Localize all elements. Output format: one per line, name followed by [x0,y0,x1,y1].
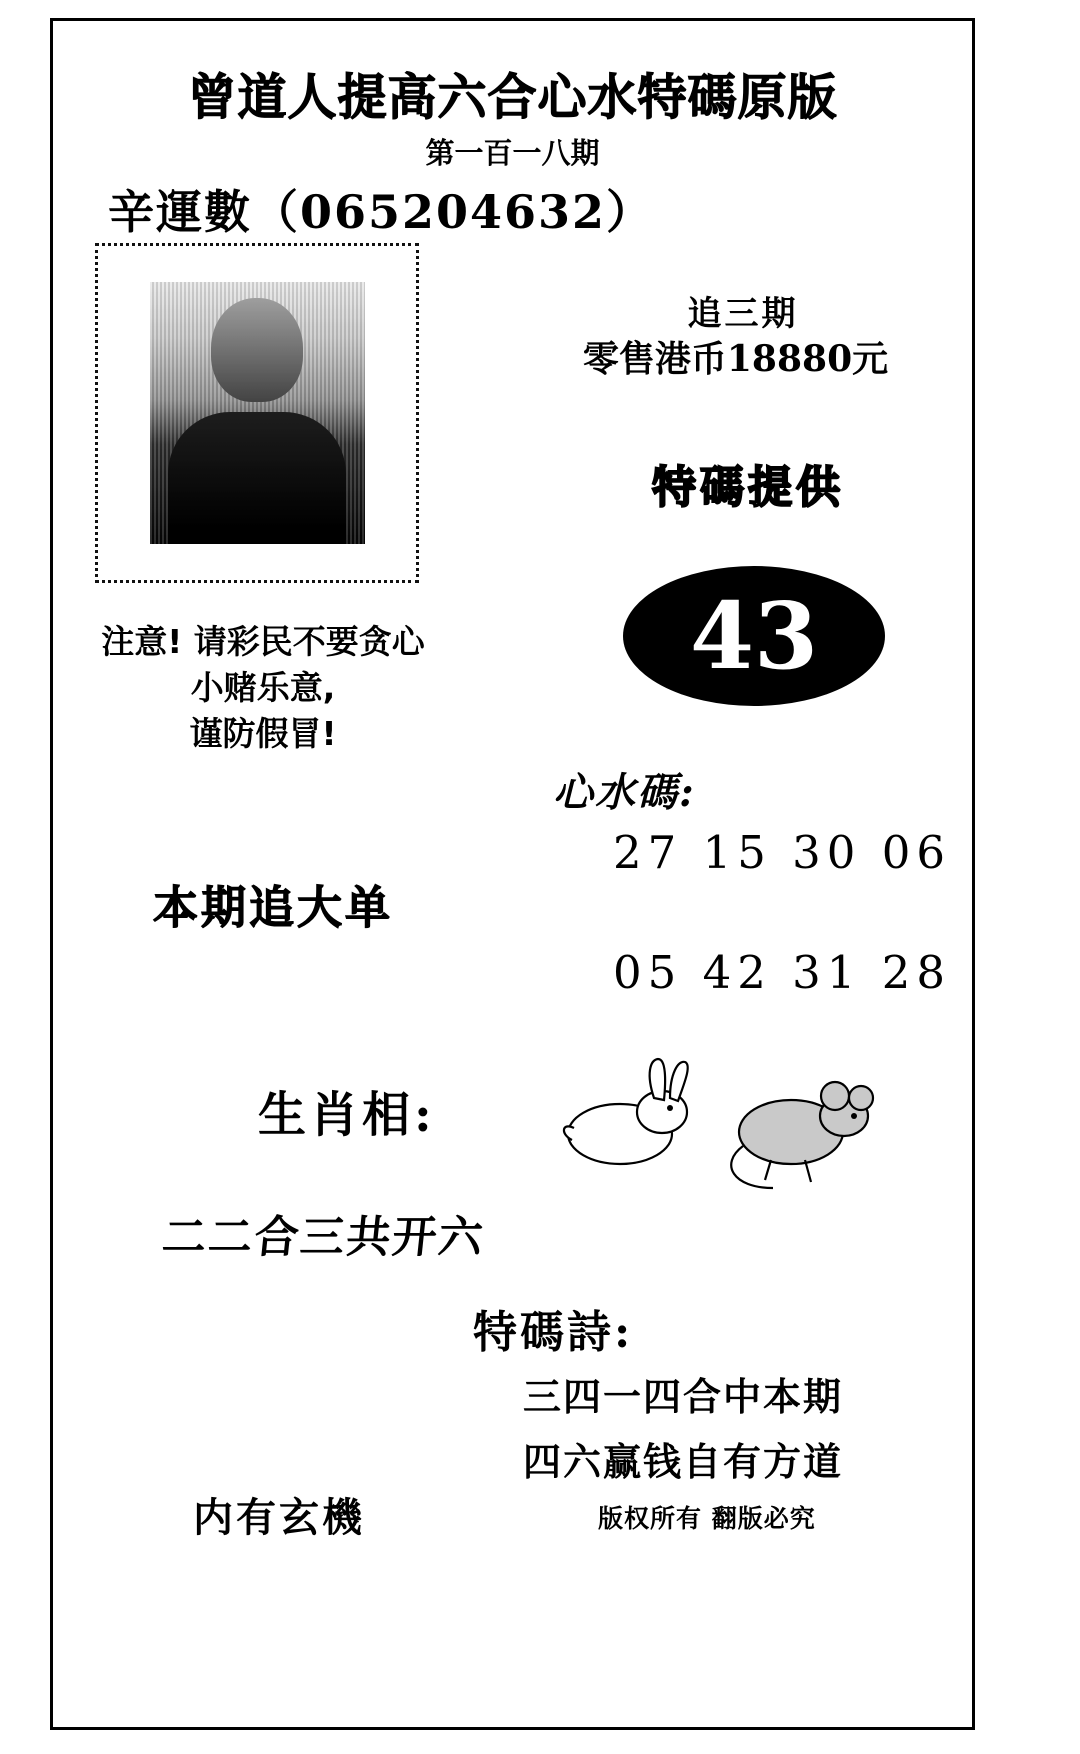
xinshui-label: 心水碼: [553,769,696,816]
poem-line-2: 四六赢钱自有方道 [523,1439,844,1484]
zodiac-label: 生肖相: [258,1087,436,1143]
lottery-sheet [50,18,975,1730]
inner-secret-note: 内有玄機 [193,1494,365,1541]
copyright-note: 版权所有 翻版必究 [598,1504,816,1533]
page-title: 曾道人提高六合心水特碼原版 [187,68,838,126]
portrait-photo [150,282,365,544]
big-single-tip: 本期追大单 [152,881,393,934]
poem-label: 特碼詩: [473,1307,634,1358]
rat-icon [713,1076,898,1201]
warning-line-3: 谨防假冒! [189,714,337,753]
special-code-provide-label: 特碼提供 [652,462,844,513]
special-number-value: 43 [689,582,819,690]
lucky-number: 辛運數（065204632） [108,185,655,239]
xinshui-row-1: 27 15 30 06 [613,826,951,879]
warning-text [73,619,453,757]
issue-number: 第一百一八期 [425,136,600,170]
rabbit-icon [558,1056,698,1171]
portrait-frame [95,243,419,583]
warning-line-2: 小赌乐意, [190,668,336,707]
handwritten-note: 二二合三共开六 [159,1212,488,1263]
poem-line-1: 三四一四合中本期 [523,1374,844,1419]
xinshui-row-2: 05 42 31 28 [613,946,951,999]
special-number-badge [623,566,885,706]
retail-price: 零售港币18880元 [582,338,889,380]
warning-line-1: 注意! 请彩民不要贪心 [101,622,425,661]
chase-periods: 追三期 [687,294,799,334]
